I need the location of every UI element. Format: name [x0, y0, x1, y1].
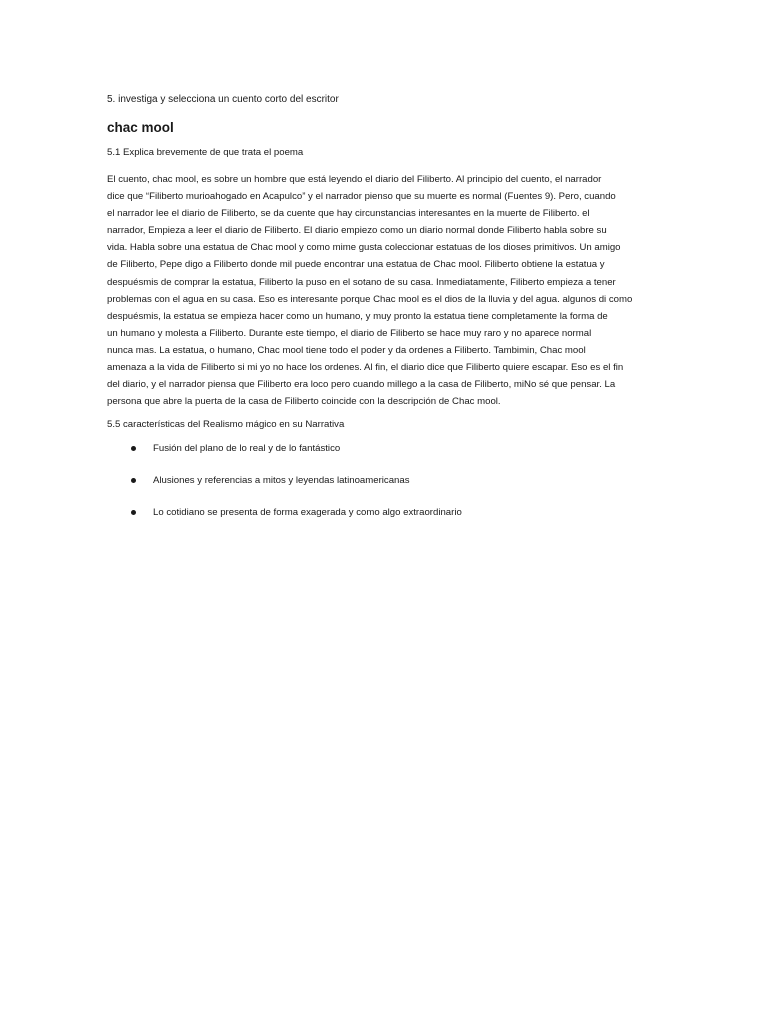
paragraph-line: persona que abre la puerta de la casa de Filiberto coincide con la descripción de Chac mool.: [107, 396, 501, 408]
paragraph-line: nunca mas. La estatua, o humano, Chac mool tiene todo el poder y da ordenes a Filiberto. Tambimin, Chac mool: [107, 344, 586, 356]
summary-paragraph: [107, 171, 668, 410]
bullet-icon: [131, 446, 136, 451]
list-item: [107, 507, 668, 519]
list-item: [107, 475, 668, 487]
story-title: chac mool: [107, 120, 174, 135]
paragraph-line: problemas con el agua en su casa. Eso es interesante porque Chac mool es el dios de la lluvia y del agua. algunos di como: [107, 293, 633, 305]
list-item: [107, 443, 668, 455]
bullet-icon: [131, 510, 136, 515]
list-item-text: Fusión del plano de lo real y de lo fantástico: [153, 443, 341, 455]
list-item-text: Lo cotidiano se presenta de forma exagerada y como algo extraordinario: [153, 507, 462, 519]
paragraph-line: un humano y molesta a Filiberto. Durante este tiempo, el diario de Filiberto se hace muy raro y no aparece normal: [107, 327, 592, 339]
paragraph-line: el narrador lee el diario de Filiberto, se da cuente que hay circunstancias interesantes en la muerte de Filiberto. el: [107, 208, 590, 220]
paragraph-line: amenaza a la vida de Filiberto si mi yo no hace los ordenes. Al fin, el diario dice que Filiberto quiere escapar. Eso es el fin: [107, 362, 624, 374]
paragraph-line: despuésmis, la estatua se empieza hacer como un humano, y muy pronto la estatua tiene completamente la forma de: [107, 310, 608, 322]
paragraph-line: de Filiberto, Pepe digo a Filiberto donde mil puede encontrar una estatua de Chac mool. Filiberto obtiene la estatua y: [107, 259, 605, 271]
question-2: 5.5 características del Realismo mágico en su Narrativa: [107, 419, 345, 431]
paragraph-line: del diario, y el narrador piensa que Filiberto era loco pero cuando millego a la casa de Filiberto, miNo sé que pensar. La: [107, 379, 616, 391]
bullet-icon: [131, 478, 136, 483]
intro-line: 5. investiga y selecciona un cuento corto del escritor: [107, 94, 339, 105]
characteristics-list: [107, 443, 668, 519]
paragraph-line: vida. Habla sobre una estatua de Chac mool y como mime gusta coleccionar estatuas de los dioses primitivos. Un amigo: [107, 242, 621, 254]
paragraph-line: narrador, Empieza a leer el diario de Filiberto. El diario empiezo como un diario normal donde Filiberto habla sobre su: [107, 225, 607, 237]
paragraph-line: El cuento, chac mool, es sobre un hombre que está leyendo el diario del Filiberto. Al principio del cuento, el narrador: [107, 174, 602, 185]
list-item-text: Alusiones y referencias a mitos y leyendas latinoamericanas: [153, 475, 410, 487]
paragraph-line: dice que “Filiberto murioahogado en Acapulco” y el narrador pienso que su muerte es normal (Fuentes 9). Pero, cuando: [107, 191, 616, 203]
question-1: 5.1 Explica brevemente de que trata el poema: [107, 147, 304, 158]
paragraph-line: despuésmis de comprar la estatua, Filiberto la puso en el sotano de su casa. Inmediatamente, Filiberto empieza a tener: [107, 276, 616, 288]
